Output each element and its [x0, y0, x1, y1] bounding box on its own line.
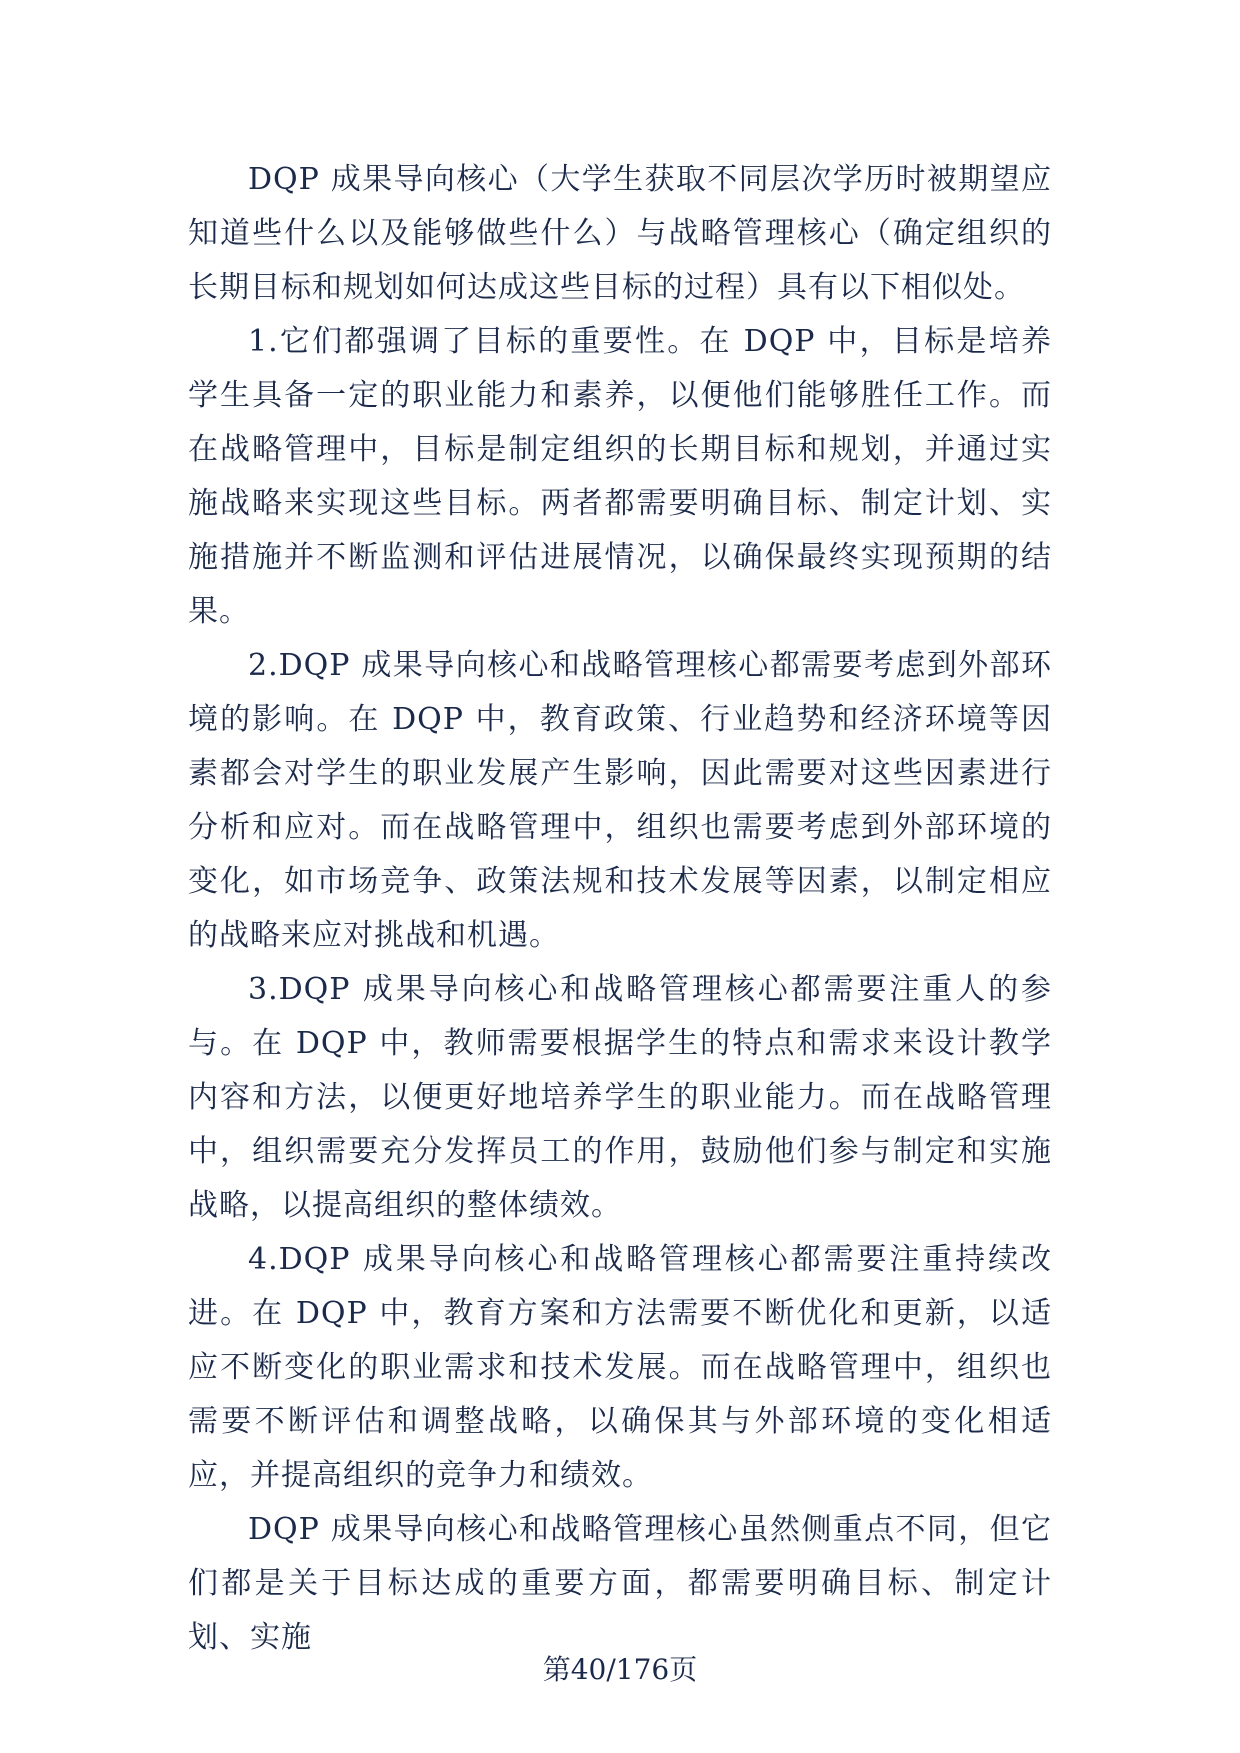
paragraph-intro: DQP 成果导向核心（大学生获取不同层次学历时被期望应知道些什么以及能够做些什么）与战略管理核心（确定组织的长期目标和规划如何达成这些目标的过程）具有以下相似处。: [188, 162, 1052, 305]
paragraph-point-4: 4.DQP 成果导向核心和战略管理核心都需要注重持续改进。在 DQP 中，教育方案和方法需要不断优化和更新，以适应不断变化的职业需求和技术发展。而在战略管理中，组织也需要不断评估和调整战略，以确保其与外部环境的变化相适应，并提高组织的竞争力和绩效。: [188, 1242, 1052, 1493]
paragraph-point-1: 1.它们都强调了目标的重要性。在 DQP 中，目标是培养学生具备一定的职业能力和素养，以便他们能够胜任工作。而在战略管理中，目标是制定组织的长期目标和规划，并通过实施战略来实现这些目标。两者都需要明确目标、制定计划、实施措施并不断监测和评估进展情况，以确保最终实现预期的结果。: [188, 324, 1052, 629]
paragraph-point-2: 2.DQP 成果导向核心和战略管理核心都需要考虑到外部环境的影响。在 DQP 中，教育政策、行业趋势和经济环境等因素都会对学生的职业发展产生影响，因此需要对这些因素进行分析和应对。而在战略管理中，组织也需要考虑到外部环境的变化，如市场竞争、政策法规和技术发展等因素，以制定相应的战略来应对挑战和机遇。: [188, 648, 1052, 953]
paragraph-point-3: 3.DQP 成果导向核心和战略管理核心都需要注重人的参与。在 DQP 中，教师需要根据学生的特点和需求来设计教学内容和方法，以便更好地培养学生的职业能力。而在战略管理中，组织需要充分发挥员工的作用，鼓励他们参与制定和实施战略，以提高组织的整体绩效。: [188, 972, 1052, 1223]
paragraph-conclusion: DQP 成果导向核心和战略管理核心虽然侧重点不同，但它们都是关于目标达成的重要方面，都需要明确目标、制定计划、实施: [188, 1512, 1052, 1655]
page-number: 第40/176页: [542, 1653, 698, 1686]
document-body: [188, 153, 1052, 1665]
